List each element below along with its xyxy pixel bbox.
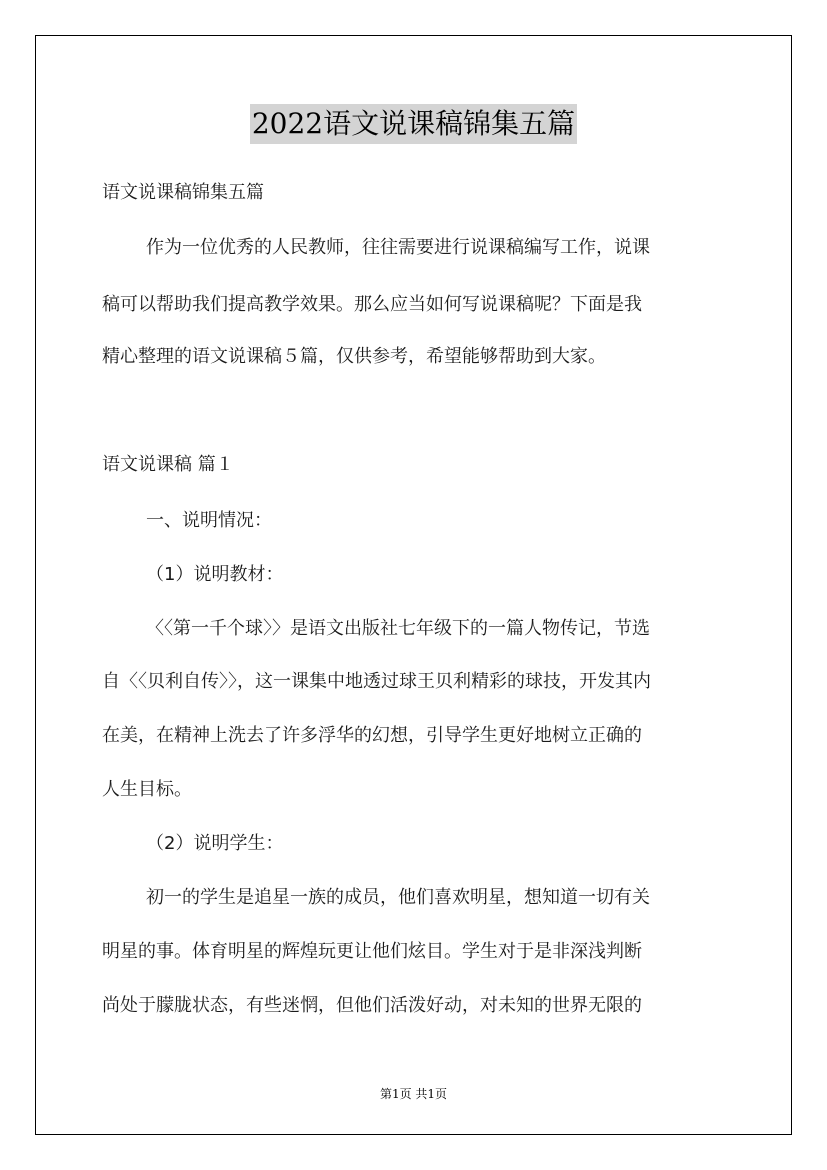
page-footer: 第1页 共1页 <box>379 1087 448 1101</box>
intro-line-2: 稿可以帮助我们提高教学效果。那么应当如何写说课稿呢？下面是我 <box>102 294 642 315</box>
sub1-line-1: 〈〈第一千个球〉〉是语文出版社七年级下的一篇人物传记，节选 <box>146 618 650 639</box>
intro-line-1: 作为一位优秀的人民教师，往往需要进行说课稿编写工作，说课 <box>146 237 650 258</box>
document-title: 2022语文说课稿锦集五篇 <box>250 104 577 144</box>
sub2-line-1: 初一的学生是追星一族的成员，他们喜欢明星，想知道一切有关 <box>146 887 650 908</box>
sub2-line-2: 明星的事。体育明星的辉煌玩更让他们炫目。学生对于是非深浅判断 <box>102 941 642 962</box>
sub-heading-1: （1）说明教材： <box>146 564 284 585</box>
sub1-line-3: 在美，在精神上洗去了许多浮华的幻想，引导学生更好地树立正确的 <box>102 725 642 746</box>
sub2-line-3: 尚处于朦胧状态，有些迷惘，但他们活泼好动，对未知的世界无限的 <box>102 995 642 1016</box>
title-container <box>0 104 827 144</box>
part-heading: 一、说明情况： <box>146 510 272 531</box>
sub1-line-2: 自〈〈贝利自传〉〉，这一课集中地透过球王贝利精彩的球技，开发其内 <box>102 671 651 692</box>
section-heading: 语文说课稿 篇１ <box>102 454 234 475</box>
sub-heading-2: （2）说明学生： <box>146 833 284 854</box>
sub1-line-4: 人生目标。 <box>102 779 192 800</box>
document-subtitle: 语文说课稿锦集五篇 <box>102 182 264 203</box>
intro-line-3: 精心整理的语文说课稿５篇，仅供参考，希望能够帮助到大家。 <box>102 346 606 367</box>
